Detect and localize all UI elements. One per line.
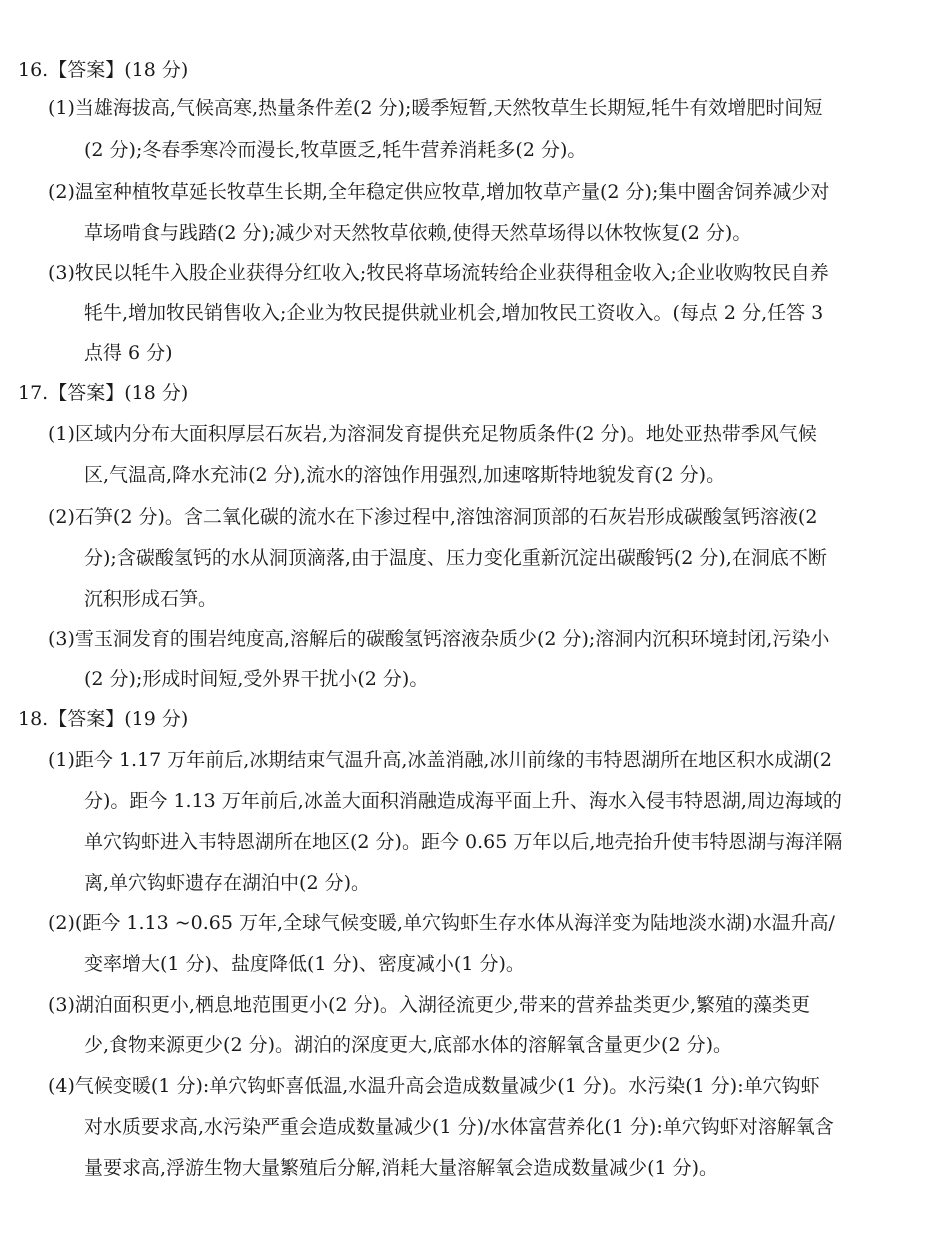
text-line: (2)(距今 1.13 ~0.65 万年,全球气候变暖,单穴钩虾生存水体从海洋变为陆地淡水湖)水温升高/: [48, 912, 835, 934]
text-line: 草场啃食与践踏(2 分);减少对天然牧草依赖,使得天然草场得以休牧恢复(2 分)。: [84, 222, 752, 244]
text-line: 单穴钩虾进入韦特恩湖所在地区(2 分)。距今 0.65 万年以后,地壳抬升使韦特恩湖与海洋隔: [84, 831, 843, 853]
text-line: 对水质要求高,水污染严重会造成数量减少(1 分)/水体富营养化(1 分):单穴钩虾对溶解氧含: [84, 1116, 834, 1138]
text-line: (2 分);冬春季寒冷而漫长,牧草匮乏,牦牛营养消耗多(2 分)。: [84, 139, 587, 161]
text-line: (3)雪玉洞发育的围岩纯度高,溶解后的碳酸氢钙溶液杂质少(2 分);溶洞内沉积环境封闭,污染小: [48, 628, 830, 650]
text-line: 点得 6 分): [84, 342, 173, 364]
question-16-header: 16.【答案】(18 分): [18, 59, 189, 81]
text-line: 区,气温高,降水充沛(2 分),流水的溶蚀作用强烈,加速喀斯特地貌发育(2 分)。: [84, 464, 726, 486]
question-18-header: 18.【答案】(19 分): [18, 708, 189, 730]
text-line: (3)牧民以牦牛入股企业获得分红收入;牧民将草场流转给企业获得租金收入;企业收购牧民自养: [48, 262, 829, 284]
text-line: 牦牛,增加牧民销售收入;企业为牧民提供就业机会,增加牧民工资收入。(每点 2 分,任答 3: [84, 302, 824, 324]
text-line: 量要求高,浮游生物大量繁殖后分解,消耗大量溶解氧会造成数量减少(1 分)。: [84, 1157, 719, 1179]
text-line: (3)湖泊面积更小,栖息地范围更小(2 分)。入湖径流更少,带来的营养盐类更少,繁殖的藻类更: [48, 994, 810, 1016]
text-line: 变率增大(1 分)、盐度降低(1 分)、密度减小(1 分)。: [84, 953, 525, 975]
question-17-header: 17.【答案】(18 分): [18, 382, 189, 404]
text-line: 分);含碳酸氢钙的水从洞顶滴落,由于温度、压力变化重新沉淀出碳酸钙(2 分),在洞底不断: [84, 547, 827, 569]
text-line: (1)区域内分布大面积厚层石灰岩,为溶洞发育提供充足物质条件(2 分)。地处亚热带季风气候: [48, 423, 817, 445]
text-line: 少,食物来源更少(2 分)。湖泊的深度更大,底部水体的溶解氧含量更少(2 分)。: [84, 1034, 732, 1056]
text-line: (2 分);形成时间短,受外界干扰小(2 分)。: [84, 668, 429, 690]
text-line: (1)当雄海拔高,气候高寒,热量条件差(2 分);暖季短暂,天然牧草生长期短,牦牛有效增肥时间短: [48, 97, 823, 119]
text-line: (2)温室种植牧草延长牧草生长期,全年稳定供应牧草,增加牧草产量(2 分);集中圈舍饲养减少对: [48, 181, 830, 203]
text-line: 分)。距今 1.13 万年前后,冰盖大面积消融造成海平面上升、海水入侵韦特恩湖,周边海域的: [84, 790, 842, 812]
text-line: (2)石笋(2 分)。含二氧化碳的流水在下渗过程中,溶蚀溶洞顶部的石灰岩形成碳酸氢钙溶液(2: [48, 506, 818, 528]
text-line: 沉积形成石笋。: [84, 588, 218, 610]
text-line: 离,单穴钩虾遗存在湖泊中(2 分)。: [84, 872, 370, 894]
text-line: (1)距今 1.17 万年前后,冰期结束气温升高,冰盖消融,冰川前缘的韦特恩湖所在地区积水成湖(2: [48, 749, 832, 771]
text-line: (4)气候变暖(1 分):单穴钩虾喜低温,水温升高会造成数量减少(1 分)。水污染(1 分):单穴钩虾: [48, 1075, 820, 1097]
